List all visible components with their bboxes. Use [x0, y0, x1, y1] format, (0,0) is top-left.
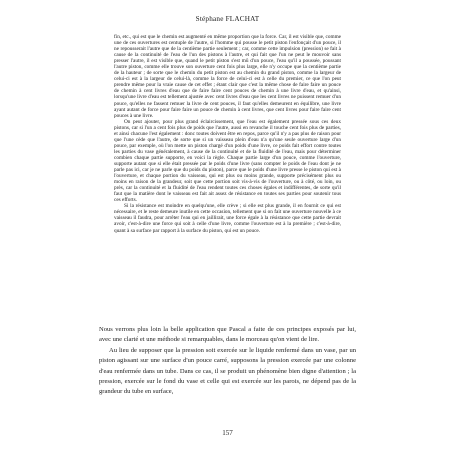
running-head: Stéphane FLACHAT [195, 15, 260, 23]
body-paragraph: Nous verrons plus loin la belle application que Pascal a faite de ces principes exposés par lui, avec une clarté et une méthode si remarquables, dans le morceau qu'on vient de lire. [99, 326, 356, 344]
quote-paragraph: On peut ajouter, pour plus grand éclaircissement, que l'eau est également pressée sous ces deux pistons, car si l'un a cent fois plus de poids que l'autre, aussi en revanche il touche cent fois plus de parties, et ainsi chacune l'est également : donc toutes doivent être en repos, parce qu'il n'y a pas plus de raison pour que l'une cède que l'autre, de sorte que si un vaisseau plein d'eau n'a qu'une seule ouverture large d'un pouce, par exemple, où l'on mette un piston chargé d'un poids d'une livre, ce poids fait effort contre toutes les parties du vase généralement, à cause de la continuité et de la fluidité de l'eau, mais pour déterminer combien chaque partie supporte, en voici la règle. Chaque partie large d'un pouce, comme l'ouverture, supporte autant que si elle était pressée par le poids d'une livre (sans compter le poids de l'eau dont je ne parle pas ici, car je ne parle que du poids du piston), parce que le poids d'une livre presse le piston qui est à l'ouverture, et chaque portion du vaisseau, qui est plus ou moins grande, supporte précisément plus ou moins en raison de la grandeur, soit que cette portion soit vis-à-vis de l'ouverture, ou à côté, ou loin, ou près, car la continuité et la fluidité de l'eau rendent toutes ces choses égales et indifférentes, de sorte qu'il faut que la matière dont le vaisseau est fait ait assez de résistance en toutes ses parties pour soutenir tous ces efforts. [114, 118, 341, 204]
page-number: 157 [222, 429, 233, 437]
quote-paragraph: fin, etc., qui est que le chemin est augmenté en même proportion que la force. Car, il est visible que, comme une de ces ouvertures est centuple de l'autre, si l'homme qui pousse le petit piston l'enfonçait d'un pouce, il ne repousserait l'autre que de la centième partie seulement ; car, comme cette impulsion (pression) se fait à cause de la continuité de l'eau de l'un des pistons à l'autre, et qui fait que l'un ne peut le mouvoir sans presser l'autre, il est visible que, quand le petit piston s'est mû d'un pouce, l'eau qu'il a poussée, poussant l'autre piston, comme elle trouve son ouverture cent fois plus large, elle n'y occupe que la centième partie de la hauteur ; de sorte que le chemin du petit piston est au chemin du grand piston, comme la largeur de celui-ci est à la largeur de celui-là, comme la force de celui-ci est à celle du premier, ce que l'on peut prendre même pour la vraie cause de cet effet ; étant clair que c'est la même chose de faire faire un pouce de chemin à cent livres d'eau que de faire faire cent pouces de chemin à une livre d'eau, et qu'ainsi, lorsqu'une livre d'eau est tellement ajustée avec cent livres d'eau que les cent livres ne puissent remuer d'un pouce, qu'elles ne fassent remuer la livre de cent pouces, il faut qu'elles demeurent en équilibre, une livre ayant autant de force pour faire faire un pouce de chemin à cent livres, que cent livres pour faire faire cent pouces à une livre. [114, 34, 341, 119]
block-quote [114, 34, 341, 234]
quote-paragraph: Si la résistance est moindre en quelqu'une, elle crève ; si elle est plus grande, il en fournit ce qui est nécessaire, et le reste demeure inutile en cette occasion, tellement que si on fait une ouverture nouvelle à ce vaisseau il faudra, pour arrêter l'eau qui en jaillirait, une force égale à la résistance que cette partie devrait avoir, c'est-à-dire une force qui soit à celle d'une livre, comme l'ouverture est à la première ; c'est-à-dire, quant à sa surface par rapport à la surface du piston, qui est un pouce. [114, 203, 341, 234]
body-paragraph: Au lieu de supposer que la pression soit exercée sur le liquide renfermé dans un vase, par un piston agissant sur une surface d'un pouce carré, supposons la pression exercée par une colonne d'eau renfermée dans un tube. Dans ce cas, il se produit un phénomène bien digne d'attention ; la pression, exercée sur le fond du vase et celle qui est exercée sur les parois, ne dépend pas de la grandeur du tube en surface, [99, 346, 356, 396]
body-text [99, 325, 356, 398]
